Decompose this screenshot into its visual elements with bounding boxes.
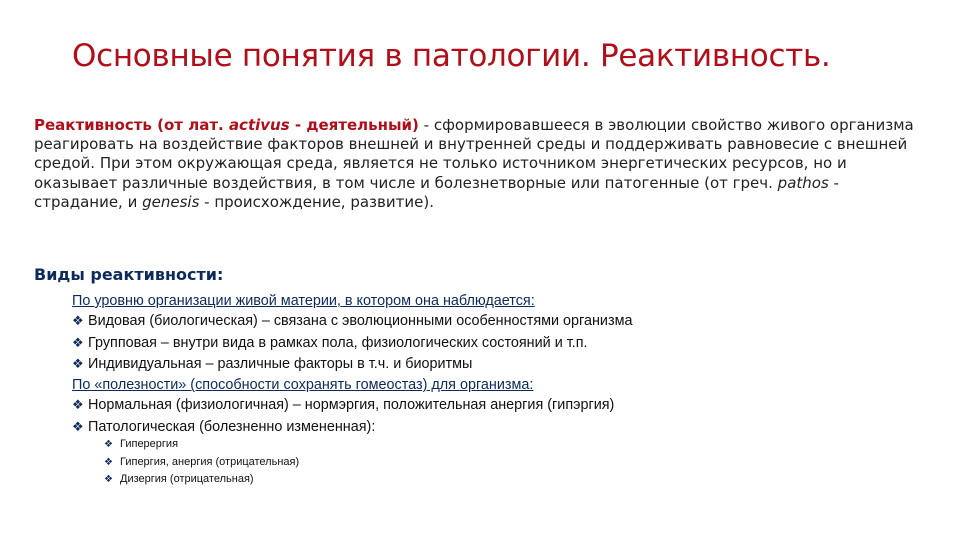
list-item: [72, 395, 932, 416]
diamond-bullet-icon: ❖: [72, 398, 84, 414]
sublist-item: [104, 454, 504, 472]
sublist-item: [104, 436, 504, 454]
diamond-bullet-icon: ❖: [104, 439, 113, 450]
diamond-bullet-icon: ❖: [72, 314, 84, 330]
definition-genesis: genesis: [142, 192, 200, 211]
diamond-bullet-icon: ❖: [104, 474, 113, 485]
list-item: [72, 311, 932, 332]
sublist-item-text: Гиперергия: [120, 438, 179, 450]
definition-term-latin: activus: [228, 116, 290, 134]
definition-term-prefix: Реактивность (от лат.: [34, 116, 229, 134]
definition-paragraph: [34, 116, 914, 212]
list-item-text: Нормальная (физиологичная) – нормэргия, положительная анергия (гипэргия): [88, 397, 615, 414]
definition-body-2: - страдание, и: [34, 173, 839, 211]
definition-body-1: - сформировавшееся в эволюции свойство живого организма реагировать на воздействие факторов внешней и внутренней среды и поддерживать равновесие с внешней средой. При этом окружающая среда, является не только источником энергетических ресурсов, но и оказывает различные воздействия, в том числе и болезнетворные или патогенные (от греч.: [34, 116, 914, 192]
types-heading: Виды реактивности:: [34, 265, 224, 284]
diamond-bullet-icon: ❖: [104, 456, 113, 468]
criterion-organization-level: По уровню организации живой материи, в котором она наблюдается:: [72, 293, 535, 309]
list-item-text: Групповая – внутри вида в рамках пола, физиологических состояний и т.п.: [88, 334, 588, 351]
list-item-text: Индивидуальная – различные факторы в т.ч. и биоритмы: [88, 355, 473, 372]
definition-pathos: pathos: [777, 173, 829, 192]
list-item-text: Патологическая (болезненно измененная):: [88, 418, 376, 435]
list-item: [72, 333, 932, 354]
sublist-item-text: Дизергия (отрицательная): [120, 473, 254, 485]
sublist-item-text: Гипергия, анергия (отрицательная): [120, 455, 300, 468]
list-item: [72, 354, 932, 375]
list-item-text: Видовая (биологическая) – связана с эволюционными особенностями организма: [88, 313, 633, 330]
definition-term-rest: - деятельный): [289, 116, 419, 134]
diamond-bullet-icon: ❖: [72, 335, 84, 351]
definition-body-3: - происхождение, развитие).: [199, 192, 434, 211]
criterion-usefulness: По «полезности» (способности сохранять гомеостаз) для организма:: [72, 377, 534, 394]
sublist-item: [104, 471, 504, 489]
diamond-bullet-icon: ❖: [72, 419, 84, 435]
slide-title: Основные понятия в патологии. Реактивность.: [72, 38, 831, 74]
diamond-bullet-icon: ❖: [72, 356, 84, 372]
definition-term: [34, 116, 419, 134]
list-item: [72, 417, 932, 438]
reactivity-types-list: [72, 291, 932, 438]
pathological-subtypes-list: [104, 436, 504, 489]
